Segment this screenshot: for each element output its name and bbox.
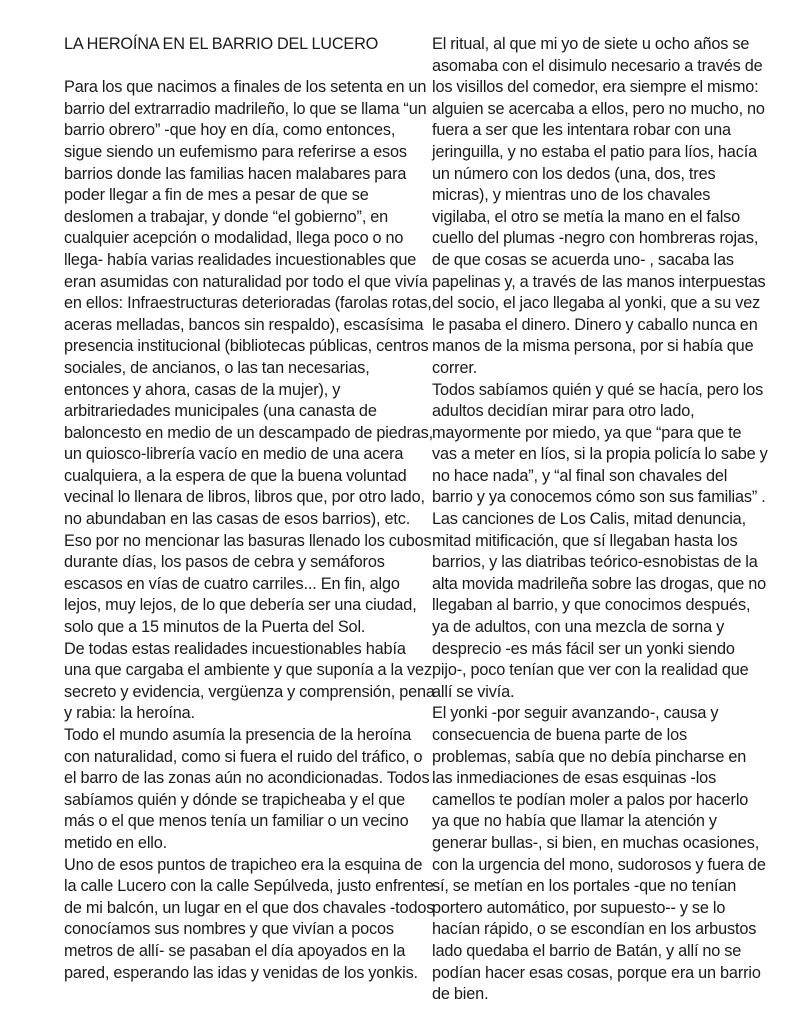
paragraph: Todos sabíamos quién y qué se hacía, pero los adultos decidían mirar para otro lado, mayormente por miedo, ya que “para que te vas a meter en líos, si la propia policía lo sabe y no hace nada”, y “al final son chavales del barrio y ya conocemos cómo son sus familias” . Las canciones de Los Calis, mitad denuncia, mitad mitificación, que sí llegaban hasta los barrios, y las diatribas teórico-esnobistas de la alta movida madrileña sobre las drogas, que no llegaban al barrio, y que conocimos después, ya de adultos, con una mezcla de sorna y desprecio -es más fácil ser un yonki siendo pijo-, poco tenían que ver con la realidad que allí se vivía. [432,380,768,701]
paragraph: De todas estas realidades incuestionables había una que cargaba el ambiente y que suponía a la vez secreto y evidencia, vergüenza y comprensión, pena y rabia: la heroína. [64,639,435,723]
article-title: LA HEROÍNA EN EL BARRIO DEL LUCERO [64,35,379,53]
paragraph: Eso por no mencionar las basuras llenado los cubos durante días, los pasos de cebra y semáforos escasos en vías de cuatro carriles... En fin, algo lejos, muy lejos, de lo que debería ser una ciudad, solo que a 15 minutos de la Puerta del Sol. [64,531,432,637]
paragraph: El ritual, al que mi yo de siete u ocho años se asomaba con el disimulo necesario a través de los visillos del comedor, era siempre el mismo: alguien se acercaba a ellos, pero no mucho, no fuera a ser que les intentara robar con una jeringuilla, y no estaba el patio para líos, hacía un número con los dedos (una, dos, tres micras), y mientras uno de los chavales vigilaba, el otro se metía la mano en el falso cuello del plumas -negro con hombreras rojas, de que cosas se acuerda uno- , sacaba las papelinas y, a través de las manos interpuestas del socio, el jaco llegaba al yonki, que a su vez le pasaba el dinero. Dinero y caballo nunca en manos de la misma persona, por si había que correr. [432,35,766,377]
left-column [64,34,436,984]
paragraph: El yonki -por seguir avanzando-, causa y consecuencia de buena parte de los problemas, sabía que no debía pincharse en las inmediaciones de esas esquinas -los camellos te podían moler a palos por hacerlo ya que no había que llamar la atención y generar bullas-, si bien, en muchas ocasiones, con la urgencia del mono, sudorosos y fuera de sí, se metían en los portales -que no tenían portero automático, por supuesto-- y se lo hacían rápido, o se escondían en los arbustos lado quedaba el barrio de Batán, y allí no se podían hacer esas cosas, porque era un barrio de bien. [432,704,766,1004]
paragraph: Todo el mundo asumía la presencia de la heroína con naturalidad, como si fuera el ruido del tráfico, o el barro de las zonas aún no acondicionadas. Todos sabíamos quién y dónde se trapicheaba y el que más o el que menos tenía un familiar o un vecino metido en ello. [64,726,430,852]
paragraph: Para los que nacimos a finales de los setenta en un barrio del extrarradio madrileño, lo que se llama “un barrio obrero” -que hoy en día, como entonces, sigue siendo un eufemismo para referirse a esos barrios donde las familias hacen malabares para poder llegar a fin de mes a pesar de que se deslomen a trabajar, y donde “el gobierno”, en cualquier acepción o modalidad, llega poco o no llega- había varias realidades incuestionables que eran asumidas con naturalidad por todo el que vivía en ellos: Infraestructuras deterioradas (farolas rotas, aceras melladas, bancos sin respaldo), escasísima presencia institucional (bibliotecas públicas, centros sociales, de ancianos, o las tan necesarias, entonces y ahora, casas de la mujer), y arbitrariedades municipales (una canasta de baloncesto en medio de un descampado de piedras, un quiosco-librería vacío en medio de una acera cualquiera, a la espera de que la buena voluntad vecinal lo llenara de libros, libros que, por otro lado, no abundaban en las casas de esos barrios), etc. [64,78,434,529]
paragraph: Uno de esos puntos de trapicheo era la esquina de la calle Lucero con la calle Sepúlveda, justo enfrente de mi balcón, un lugar en el que dos chavales -todos conocíamos sus nombres y que vivían a pocos metros de allí- se pasaban el día apoyados en la pared, esperando las idas y venidas de los yonkis. [64,855,435,982]
right-column [432,34,768,1006]
